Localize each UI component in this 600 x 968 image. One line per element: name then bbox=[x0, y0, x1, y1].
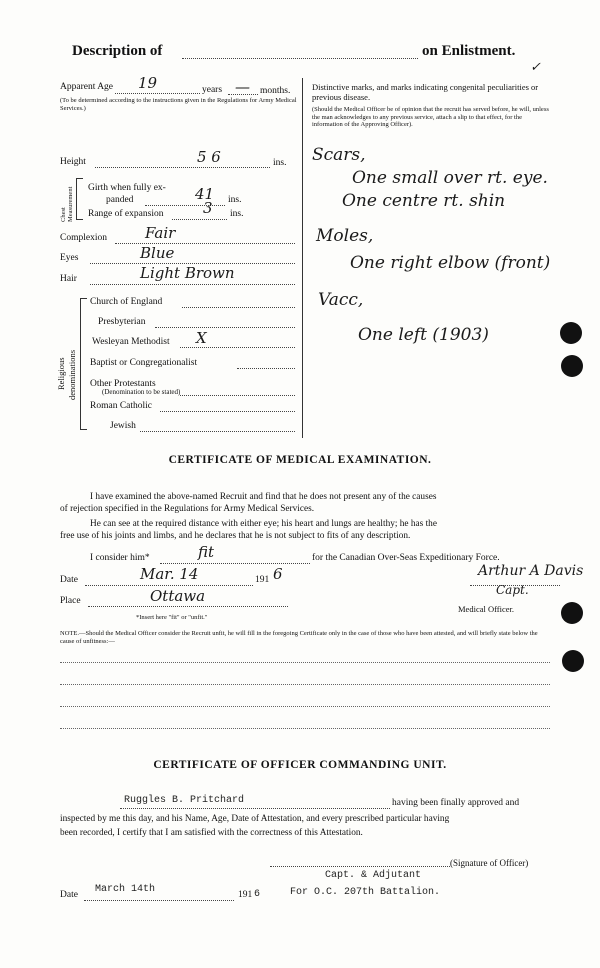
commanding-date-label: Date bbox=[60, 890, 78, 900]
medical-rank: Capt. bbox=[496, 583, 529, 597]
commanding-heading: CERTIFICATE OF OFFICER COMMANDING UNIT. bbox=[153, 759, 447, 771]
commanding-date-value: March 14th bbox=[95, 884, 156, 895]
marks-note: (Should the Medical Officer be of opinion that the recruit has served before, he will, unless the man acknowledges to any previous service, attach a slip to that effect, for the information of the Approving Officer). bbox=[312, 106, 549, 128]
hair-dots bbox=[90, 284, 295, 285]
medical-signature: Arthur A Davis bbox=[478, 563, 584, 579]
religions-brace bbox=[80, 298, 87, 430]
commanding-line-2: inspected by me this day, and his Name, Age, Date of Attestation, and every prescribed particular having bbox=[60, 814, 450, 824]
medical-place-dots bbox=[88, 606, 288, 607]
height-value: 5 6 bbox=[197, 148, 221, 166]
religion-dots bbox=[180, 347, 295, 348]
religion-dots bbox=[237, 368, 295, 369]
punch-hole bbox=[562, 650, 584, 672]
blank-line bbox=[60, 662, 550, 663]
medical-date-year-prefix: 191 bbox=[255, 575, 270, 585]
medical-date-label: Date bbox=[60, 575, 78, 585]
marks-line-7: One left (1903) bbox=[358, 325, 489, 345]
medical-para-2a: He can see at the required distance with either eye; his heart and lungs are healthy; he has the bbox=[90, 519, 437, 529]
medical-unfit-note: NOTE.—Should the Medical Officer consider the Recruit unfit, he will fill in the foregoing Certificate only in the case of those who have been attested, and will briefly state below the cause of unfitness:— bbox=[60, 630, 538, 645]
eyes-label: Eyes bbox=[60, 253, 79, 263]
marks-line-1: Scars, bbox=[312, 145, 366, 165]
medical-date-year-suffix: 6 bbox=[273, 565, 283, 583]
marks-line-4: Moles, bbox=[316, 226, 374, 246]
commanding-line-3: been recorded, I certify that I am satisfied with the correctness of this Attestation. bbox=[60, 828, 363, 838]
age-label: Apparent Age bbox=[60, 82, 114, 92]
girth-dots bbox=[145, 205, 225, 206]
medical-place-value: Ottawa bbox=[150, 587, 206, 605]
age-years-label: years bbox=[202, 85, 223, 95]
girth-label-2: panded bbox=[106, 195, 134, 205]
eyes-value: Blue bbox=[140, 244, 175, 262]
range-dots bbox=[172, 219, 227, 220]
girth-unit: ins. bbox=[228, 195, 242, 205]
commanding-date-year-suffix: 6 bbox=[254, 889, 261, 900]
title-right: on Enlistment. bbox=[422, 43, 516, 59]
medical-heading: CERTIFICATE OF MEDICAL EXAMINATION. bbox=[168, 454, 432, 466]
column-divider bbox=[302, 78, 303, 438]
marks-line-5: One right elbow (front) bbox=[350, 253, 551, 273]
hair-label: Hair bbox=[60, 274, 77, 284]
religion-item: Roman Catholic bbox=[90, 401, 153, 411]
consider-label: I consider him* bbox=[90, 553, 150, 563]
title-left: Description of bbox=[72, 43, 163, 59]
height-unit: ins. bbox=[273, 158, 287, 168]
religion-dots bbox=[182, 307, 295, 308]
commanding-date-year-prefix: 191 bbox=[238, 890, 253, 900]
religion-item: Wesleyan Methodist bbox=[92, 337, 170, 347]
height-dots bbox=[95, 167, 270, 168]
age-note: (To be determined according to the instructions given in the Regulations for Army Medical Services.) bbox=[60, 97, 297, 112]
marks-line-6: Vacc, bbox=[318, 290, 364, 310]
commanding-signature-label: (Signature of Officer) bbox=[450, 858, 529, 868]
religion-item: Other Protestants bbox=[90, 379, 156, 389]
range-unit: ins. bbox=[230, 209, 244, 219]
commanding-line-1-suffix: having been finally approved and bbox=[392, 798, 520, 808]
medical-insert-note: *Insert here "fit" or "unfit." bbox=[136, 614, 208, 621]
tick-mark: ✓ bbox=[530, 60, 541, 75]
blank-line bbox=[60, 728, 550, 729]
medical-date-dots bbox=[85, 585, 253, 586]
punch-hole bbox=[561, 602, 583, 624]
medical-para-1a: I have examined the above-named Recruit and find that he does not present any of the causes bbox=[90, 492, 437, 502]
religions-label-2: denominations bbox=[67, 349, 77, 400]
height-label: Height bbox=[60, 157, 86, 167]
religions-label-1: Religious bbox=[56, 357, 66, 390]
medical-date-value: Mar. 14 bbox=[140, 565, 199, 583]
girth-label-1: Girth when fully ex- bbox=[88, 183, 166, 193]
punch-hole bbox=[561, 355, 583, 377]
religion-item: (Denomination to be stated) bbox=[102, 388, 181, 396]
consider-dots bbox=[160, 563, 310, 564]
commanding-name-dots bbox=[120, 808, 390, 809]
age-month-dash: — bbox=[235, 78, 250, 96]
consider-suffix: for the Canadian Over-Seas Expeditionary Force. bbox=[312, 553, 500, 563]
age-months-label: months. bbox=[260, 86, 291, 96]
marks-line-3: One centre rt. shin bbox=[342, 191, 506, 211]
punch-hole bbox=[560, 322, 582, 344]
commanding-name: Ruggles B. Pritchard bbox=[124, 795, 245, 806]
medical-para-2b: free use of his joints and limbs, and he declares that he is not subject to fits of any description. bbox=[60, 531, 411, 541]
age-dots bbox=[115, 93, 200, 94]
religion-mark: X bbox=[196, 329, 207, 347]
commanding-typed-unit: For O.C. 207th Battalion. bbox=[290, 887, 441, 898]
medical-place-label: Place bbox=[60, 596, 81, 606]
commanding-sig-dots bbox=[270, 866, 450, 867]
medical-para-1b: of rejection specified in the Regulations for Army Medical Services. bbox=[60, 504, 315, 514]
commanding-date-dots bbox=[84, 900, 234, 901]
marks-label: Distinctive marks, and marks indicating congenital peculiarities or previous disease. bbox=[312, 82, 539, 102]
religion-item: Baptist or Congregationalist bbox=[90, 358, 198, 368]
religion-item: Church of England bbox=[90, 297, 163, 307]
girth-value: 41 bbox=[195, 185, 215, 203]
hair-value: Light Brown bbox=[140, 264, 235, 282]
religion-item: Jewish bbox=[110, 421, 136, 431]
chest-group-label: Chest Measurement bbox=[60, 186, 74, 222]
religion-dots bbox=[155, 327, 295, 328]
medical-officer-label: Medical Officer. bbox=[458, 604, 515, 614]
commanding-typed-rank: Capt. & Adjutant bbox=[325, 870, 422, 881]
title-dots bbox=[182, 58, 418, 59]
religion-dots bbox=[180, 395, 295, 396]
complexion-label: Complexion bbox=[60, 233, 107, 243]
marks-line-2: One small over rt. eye. bbox=[352, 168, 548, 188]
chest-brace bbox=[76, 178, 83, 220]
religion-dots bbox=[160, 411, 295, 412]
blank-line bbox=[60, 684, 550, 685]
complexion-value: Fair bbox=[145, 224, 176, 242]
religion-dots bbox=[140, 431, 295, 432]
religion-item: Presbyterian bbox=[98, 317, 146, 327]
age-value: 19 bbox=[138, 74, 158, 92]
blank-line bbox=[60, 706, 550, 707]
range-label: Range of expansion bbox=[88, 209, 164, 219]
consider-value: fit bbox=[198, 543, 215, 561]
range-value: 3 bbox=[203, 199, 213, 217]
